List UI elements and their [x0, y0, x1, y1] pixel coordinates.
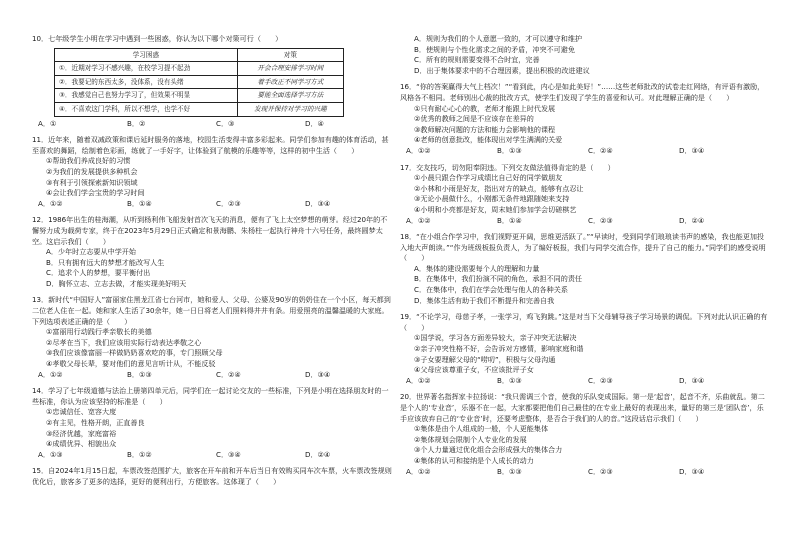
option: ②尽孝在当下，我们应该用实际行动表达孝敬之心 — [46, 337, 202, 347]
table-cell: ②．我要记的东西太多，没体系，没有头绪 — [55, 75, 238, 89]
question-stem: 13．新时代“中国好人”富丽家住黑龙江省七台河市，她和爱人、父母、公婆及90岁的奶奶住在一个小区，每天都到二位老人住在一起。她和家人生活了30余年，她一日日将老人们照料得井井有条。用爱照亮的温馨温暖的大家庭。下列选项表述正确的是（ ） — [32, 295, 391, 326]
option: ④集体的认可和接纳是个人成长的动力 — [414, 455, 534, 465]
table-cell: ④．不喜欢这门学科，所以不想学，也学不好 — [55, 102, 238, 116]
question-20 — [400, 392, 770, 477]
option: ③经济优越，家庭富裕 — [46, 428, 117, 438]
answer-choices — [400, 216, 770, 227]
option: ③无论小晨做什么，小刚都无条件地跟随她来支持 — [414, 194, 570, 204]
strategy-table — [54, 48, 344, 117]
answer-choice: B．② — [127, 118, 146, 128]
option: ②有主见，性格开朗，正直善良 — [46, 418, 145, 427]
answer-choice: A．①② — [406, 145, 431, 155]
answer-choice: D．②④ — [305, 449, 331, 459]
question-13 — [32, 295, 394, 380]
option: D．集体生活有助于我们不断提升和完善自我 — [414, 295, 555, 305]
answer-choice: C．②③ — [588, 375, 613, 385]
answer-choice: C．③ — [216, 118, 235, 128]
answer-choice: C．②③ — [216, 198, 241, 208]
answer-choice: C．②④ — [588, 145, 613, 155]
option: B．使规则与个性化需求之间的矛盾，冲突不可避免 — [414, 44, 575, 54]
question-19 — [400, 312, 770, 386]
question-18 — [400, 232, 770, 306]
question-stem: 12．1986年出生的桂海潮，从听到杨利伟飞船发射首次飞天的消息，便有了飞上太空梦想的萌芽。经过20年的不懈努力成为载荷专家，终于在2023年5月29日正式确定和景海鹏、朱杨柱一起执行神舟十六号任务，最终圆梦太空。这启示我们（ ） — [32, 215, 388, 246]
answer-choice: B．①③ — [497, 375, 522, 385]
option: ②优秀的教师之间是不应该存在差异的 — [414, 114, 534, 124]
option: C．在集体中，我们在学会处理与他人的各种关系 — [414, 285, 568, 295]
question-16 — [400, 82, 770, 156]
answer-choice: C．②③ — [588, 466, 613, 476]
question-stem: 10．七年级学生小明在学习中遇到一些困惑，你认为以下哪个对策可行（ ） — [32, 34, 283, 43]
option: ③子女要理解父母的“唠叨”，积极与父母沟通 — [414, 354, 556, 364]
option: ④老师的创意批改，能体现出对学生满满的关爱 — [414, 135, 563, 145]
answer-choice: A．①② — [38, 198, 63, 208]
option: ②亲子冲突性格不好，会告诉对方感情，影响家庭和谐 — [414, 344, 584, 354]
answer-choice: A．①③ — [38, 449, 63, 459]
answer-choice: C．②③ — [588, 215, 613, 225]
option: A．集体的建设需要每个人的理解和力量 — [414, 263, 540, 273]
question-10 — [32, 34, 394, 129]
answer-choice: D．③④ — [305, 198, 331, 208]
left-column — [32, 34, 394, 494]
answer-choice: B．①④ — [497, 215, 522, 225]
answer-choice: D．②④ — [679, 215, 705, 225]
option: A．规则为我们的个人意愿一致的，才可以遵守和维护 — [414, 34, 583, 43]
table-row — [55, 62, 344, 76]
option: C．追求个人的梦想，要平衡付出 — [46, 268, 151, 278]
option: ①只有耐心心心的教，老师才能跟上时代发展 — [414, 103, 556, 113]
answer-choice: A．① — [38, 118, 57, 128]
option: ①帮助我们养成良好的习惯 — [46, 156, 131, 166]
option: C．所有的规则需要变得不合时宜，完善 — [414, 55, 540, 65]
table-header: 对策 — [237, 48, 343, 62]
option: ④小明和小亮都是好友，周末她们参加学会切磋棋艺 — [414, 204, 577, 214]
answer-choice: A．①② — [38, 369, 63, 379]
option: B．在集体中，我们扮演不同的角色，承担不同的责任 — [414, 274, 583, 284]
answer-choice: A．①② — [406, 466, 431, 476]
option: ④父母应该尊重子女，不应该批评子女 — [414, 365, 534, 375]
question-14 — [32, 386, 394, 460]
answer-choice: B．①③ — [497, 466, 522, 476]
option: D．出于集体要求中的不合理因素，提出积极的改进建议 — [414, 65, 590, 75]
table-cell: 要能全面选择学习方法 — [237, 89, 343, 103]
option: ③有利于引领探索新知识领域 — [46, 177, 138, 187]
answer-choice: C．③④ — [216, 449, 241, 459]
question-17 — [400, 163, 770, 227]
question-15 — [32, 466, 394, 487]
question-stem: 18．“在小组合作学习中，我们视野更开阔，思维更活跃了。”“早读时，受到同学们琅琅读书声的感染，我也能更加投入地大声朗读。”“作为班级板报负责人，为了编好板报，我们与同学交流合作，提升了自己的能力。”同学们的感受说明（ ） — [400, 232, 766, 263]
option: ②为我们的发展提供多种机会 — [46, 166, 138, 176]
answer-choice: D．③④ — [679, 145, 705, 155]
option: ④成绩优异、相貌出众 — [46, 439, 117, 449]
answer-choice: D．③④ — [679, 466, 705, 476]
question-stem: 16．“你的答案赢得大气上档次！”“看到此，内心是如此美好！”……这些老师批改的试卷走红网络，有评语有激励，风格各不相同。老师别出心裁的批改方式，使学生们发现了学生的喜爱和认可。对此理解正确的是（ ） — [400, 82, 765, 102]
answer-choice: A．①② — [406, 215, 431, 225]
option: ①集体是由个人组成的一般，个人更能集体 — [414, 424, 549, 434]
table-cell: ①．近期对学习不感兴趣，在校学习提不起劲 — [55, 62, 238, 76]
table-header: 学习困惑 — [55, 48, 238, 62]
answer-choice: A．①② — [406, 375, 431, 385]
option: ④会让我们学会宝贵的学习时间 — [46, 188, 145, 198]
table-row — [55, 89, 344, 103]
option: ③个人力量通过优化组合会形成强大的集体合力 — [414, 445, 563, 455]
option: B．只有拥有远大的梦想才能改写人生 — [46, 257, 165, 267]
question-stem: 20．世界著名指挥家卡拉扬说：“我只需调三个音，使我的乐队变成国际。第一是‘起音’，起音不齐，乐曲就乱。第二是个人的‘专业音’，乐器不在一起，大家都要把他们自己最佳的在专业上最好的表现出来，量好的第三是‘团队音’，乐手应该放弃自己的‘专业音’时，还要考虑整体，是否合于我们的人的音。”这段话启示我们（ ） — [400, 392, 765, 423]
answer-choice: D．④ — [305, 118, 324, 128]
question-12 — [32, 215, 394, 289]
answer-choice: C．②④ — [216, 369, 241, 379]
answer-choices — [400, 146, 770, 157]
answer-choice: B．①③ — [497, 145, 522, 155]
answer-choice: B．①② — [127, 449, 152, 459]
question-stem: 15．自2024年1月15日起，车票改签范围扩大，旅客在开车前和开车后当日有效购买同车次车票，火车票改签规则优化后，旅客多了更多的选择，更好的便利出行，方便旅客。这体现了（ ） — [32, 466, 392, 486]
question-stem: 19．“不论学习，母慈子孝，一张学习，鸡飞狗跳。”这是对当下父母辅导孩子学习场景的调侃。下列对此认识正确的有（ ） — [400, 312, 768, 332]
table-cell: ③．我感觉自己也努力学习了，但效果不明显 — [55, 89, 238, 103]
option: ①富丽用行动践行孝亲敬长的美德 — [46, 327, 152, 337]
question-stem: 17．交友技巧，切勿阳奉阴违。下列交友做法值得肯定的是（ ） — [400, 162, 615, 172]
right-column — [400, 34, 770, 483]
answer-choices — [32, 370, 394, 381]
option: A．少年时立志要从中学开始 — [46, 247, 136, 257]
answer-choice: D．③④ — [305, 369, 331, 379]
answer-choices — [32, 199, 394, 210]
answer-choices — [400, 467, 770, 478]
answer-choices — [32, 119, 394, 130]
table-cell: 开会合理安排学习时间 — [237, 62, 343, 76]
table-row — [55, 102, 344, 116]
answer-choices — [400, 376, 770, 387]
question-11 — [32, 135, 394, 209]
question-stem: 14．学习了七年级道德与法治上册第四单元后，同学们在一起讨论交友的一些标准，下列是小明在选择朋友时的一些标准，你认为应该坚持的标准是（ ） — [32, 386, 389, 406]
table-row — [55, 75, 344, 89]
answer-choice: B．①④ — [127, 198, 152, 208]
option: ①忠诚信任、宽容大度 — [46, 407, 117, 417]
table-cell: 发现并保持对学习的兴趣 — [237, 102, 343, 116]
option: ②集体规划会限制个人专业化的发展 — [414, 434, 527, 444]
answer-choices — [32, 450, 394, 461]
option: ①国学说，学习各方面差异较大，亲子冲突无法解决 — [414, 333, 577, 343]
option: ④孝敬父母长辈，要对他们的意见言听计从，不能反驳 — [46, 359, 216, 369]
question-stem: 11．近年来，随着双减政策和课后延时服务的落地，校园生活变得丰富多彩起来。同学们参加有趣的体育活动，甚至喜欢的舞蹈，绘制着色彩画，练就了一手好字，让体验到了航模的乐趣等等，这样的初中生活（ ） — [32, 135, 389, 155]
option: ③教师解决问题的方法和能力会影响他的课程 — [414, 124, 556, 134]
option: ③我们应该像富丽一样做奶奶喜欢吃的事，专门照顾父母 — [46, 348, 223, 358]
option: D．胸怀立志、立志去做，才能实现美好明天 — [46, 278, 187, 288]
option: ①小晨只跟合作学习成绩比自己好的同学做朋友 — [414, 173, 563, 183]
answer-choice: D．③④ — [679, 375, 705, 385]
answer-choice: B．①③ — [127, 369, 152, 379]
question-15-options — [400, 34, 770, 76]
table-cell: 着手改正不同学习方式 — [237, 75, 343, 89]
option: ②小林和小雨是好友，指出对方的缺点，能够有点忍让 — [414, 183, 584, 193]
